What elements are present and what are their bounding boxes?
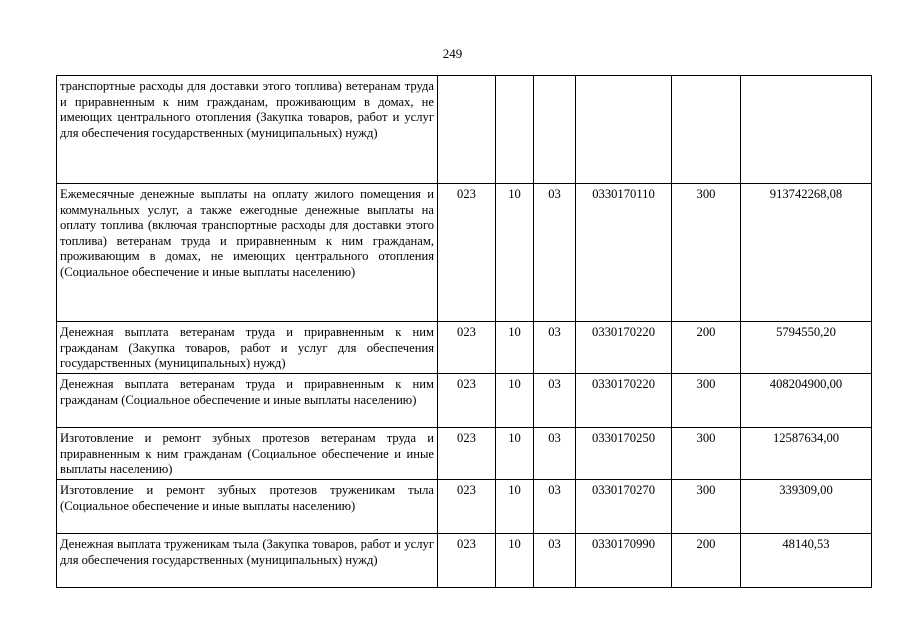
- row-target-code: 0330170220: [576, 374, 672, 428]
- row-amount: 48140,53: [741, 534, 872, 588]
- row-ministry-code: 023: [438, 534, 496, 588]
- row-subsection-code: 03: [534, 374, 576, 428]
- row-description: Изготовление и ремонт зубных протезов ветеранам труда и приравненным к ним гражданам (Социальное обеспечение и иные выплаты населению): [57, 428, 438, 480]
- table-row: [57, 534, 872, 588]
- row-ministry-code: 023: [438, 480, 496, 534]
- row-expense-type-code: 300: [672, 428, 741, 480]
- row-description: Ежемесячные денежные выплаты на оплату жилого помещения и коммунальных услуг, а также ежегодные денежные выплаты на оплату топлива (включая транспортные расходы для доставки этого топлива) ветеранам труда и приравненным к ним гражданам, проживающим в домах, не имеющих центрального отопления (Социальное обеспечение и иные выплаты населению): [57, 184, 438, 322]
- row-description: Денежная выплата ветеранам труда и приравненным к ним гражданам (Закупка товаров, работ и услуг для обеспечения государственных (муниципальных) нужд): [57, 322, 438, 374]
- row-amount: 339309,00: [741, 480, 872, 534]
- table-row: [57, 428, 872, 480]
- row-expense-type-code: 200: [672, 322, 741, 374]
- table-row: [57, 76, 872, 184]
- row-amount: [741, 76, 872, 184]
- row-subsection-code: 03: [534, 480, 576, 534]
- row-section-code: 10: [496, 184, 534, 322]
- row-section-code: 10: [496, 534, 534, 588]
- page-number: 249: [442, 46, 463, 61]
- table-row: [57, 480, 872, 534]
- row-expense-type-code: [672, 76, 741, 184]
- row-expense-type-code: 300: [672, 480, 741, 534]
- row-subsection-code: 03: [534, 428, 576, 480]
- row-section-code: 10: [496, 322, 534, 374]
- row-target-code: [576, 76, 672, 184]
- table-row: [57, 322, 872, 374]
- row-section-code: [496, 76, 534, 184]
- row-ministry-code: 023: [438, 322, 496, 374]
- row-subsection-code: [534, 76, 576, 184]
- row-ministry-code: 023: [438, 428, 496, 480]
- row-target-code: 0330170110: [576, 184, 672, 322]
- row-target-code: 0330170270: [576, 480, 672, 534]
- budget-table: [56, 75, 872, 588]
- row-section-code: 10: [496, 428, 534, 480]
- row-amount: 408204900,00: [741, 374, 872, 428]
- row-amount: 913742268,08: [741, 184, 872, 322]
- row-target-code: 0330170220: [576, 322, 672, 374]
- row-expense-type-code: 200: [672, 534, 741, 588]
- row-description: Денежная выплата труженикам тыла (Закупка товаров, работ и услуг для обеспечения государственных (муниципальных) нужд): [57, 534, 438, 588]
- row-section-code: 10: [496, 480, 534, 534]
- row-expense-type-code: 300: [672, 374, 741, 428]
- row-target-code: 0330170250: [576, 428, 672, 480]
- table-row: [57, 374, 872, 428]
- row-ministry-code: [438, 76, 496, 184]
- row-ministry-code: 023: [438, 374, 496, 428]
- row-target-code: 0330170990: [576, 534, 672, 588]
- row-ministry-code: 023: [438, 184, 496, 322]
- row-amount: 5794550,20: [741, 322, 872, 374]
- row-description: Изготовление и ремонт зубных протезов труженикам тыла (Социальное обеспечение и иные выплаты населению): [57, 480, 438, 534]
- row-subsection-code: 03: [534, 184, 576, 322]
- row-subsection-code: 03: [534, 322, 576, 374]
- table-row: [57, 184, 872, 322]
- row-subsection-code: 03: [534, 534, 576, 588]
- row-description: транспортные расходы для доставки этого топлива) ветеранам труда и приравненным к ним гражданам, проживающим в домах, не имеющих центрального отопления (Закупка товаров, работ и услуг для обеспечения государственных (муниципальных) нужд): [57, 76, 438, 184]
- row-section-code: 10: [496, 374, 534, 428]
- row-description: Денежная выплата ветеранам труда и приравненным к ним гражданам (Социальное обеспечение и иные выплаты населению): [57, 374, 438, 428]
- row-expense-type-code: 300: [672, 184, 741, 322]
- row-amount: 12587634,00: [741, 428, 872, 480]
